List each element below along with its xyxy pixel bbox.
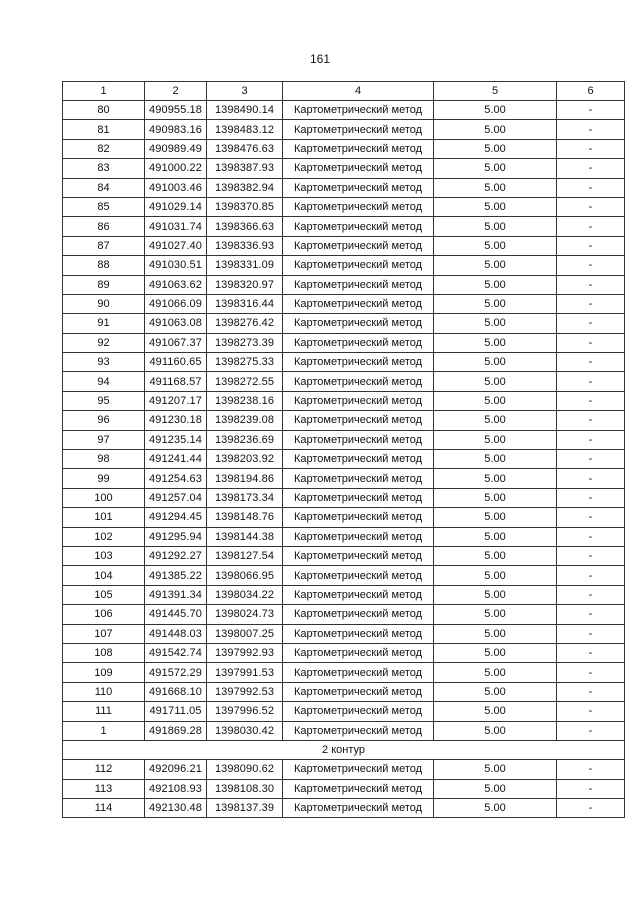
method-cell: Картометрический метод <box>283 139 434 158</box>
table-row <box>63 469 625 488</box>
y-coordinate-cell: 1397996.52 <box>207 702 283 721</box>
point-number-cell: 94 <box>63 372 145 391</box>
y-coordinate-cell: 1398273.39 <box>207 333 283 352</box>
table-row <box>63 430 625 449</box>
column-header-4: 4 <box>283 82 434 101</box>
point-number-cell: 103 <box>63 546 145 565</box>
y-coordinate-cell: 1397992.53 <box>207 682 283 701</box>
accuracy-cell: 5.00 <box>434 333 557 352</box>
accuracy-cell: 5.00 <box>434 508 557 527</box>
table-row <box>63 508 625 527</box>
note-cell: - <box>557 663 625 682</box>
point-number-cell: 98 <box>63 450 145 469</box>
x-coordinate-cell: 491029.14 <box>145 197 207 216</box>
column-header-6: 6 <box>557 82 625 101</box>
table-row <box>63 643 625 662</box>
x-coordinate-cell: 490955.18 <box>145 101 207 120</box>
point-number-cell: 1 <box>63 721 145 740</box>
accuracy-cell: 5.00 <box>434 566 557 585</box>
accuracy-cell: 5.00 <box>434 256 557 275</box>
table-row <box>63 682 625 701</box>
table-row <box>63 566 625 585</box>
section-row <box>63 740 625 759</box>
table-row <box>63 527 625 546</box>
point-number-cell: 97 <box>63 430 145 449</box>
table-row <box>63 605 625 624</box>
table-row <box>63 139 625 158</box>
table-row <box>63 450 625 469</box>
point-number-cell: 88 <box>63 256 145 275</box>
accuracy-cell: 5.00 <box>434 372 557 391</box>
point-number-cell: 96 <box>63 411 145 430</box>
point-number-cell: 105 <box>63 585 145 604</box>
point-number-cell: 89 <box>63 275 145 294</box>
coordinates-table <box>62 81 625 818</box>
x-coordinate-cell: 491391.34 <box>145 585 207 604</box>
y-coordinate-cell: 1398090.62 <box>207 760 283 779</box>
table-row <box>63 799 625 818</box>
method-cell: Картометрический метод <box>283 527 434 546</box>
note-cell: - <box>557 450 625 469</box>
x-coordinate-cell: 491207.17 <box>145 391 207 410</box>
accuracy-cell: 5.00 <box>434 391 557 410</box>
table-row <box>63 333 625 352</box>
point-number-cell: 109 <box>63 663 145 682</box>
note-cell: - <box>557 779 625 798</box>
method-cell: Картометрический метод <box>283 372 434 391</box>
y-coordinate-cell: 1398275.33 <box>207 353 283 372</box>
x-coordinate-cell: 491168.57 <box>145 372 207 391</box>
x-coordinate-cell: 490983.16 <box>145 120 207 139</box>
point-number-cell: 114 <box>63 799 145 818</box>
y-coordinate-cell: 1398173.34 <box>207 488 283 507</box>
point-number-cell: 85 <box>63 197 145 216</box>
table-row <box>63 217 625 236</box>
x-coordinate-cell: 491000.22 <box>145 159 207 178</box>
point-number-cell: 104 <box>63 566 145 585</box>
y-coordinate-cell: 1397991.53 <box>207 663 283 682</box>
method-cell: Картометрический метод <box>283 546 434 565</box>
table-row <box>63 314 625 333</box>
note-cell: - <box>557 469 625 488</box>
table-row <box>63 411 625 430</box>
y-coordinate-cell: 1398370.85 <box>207 197 283 216</box>
accuracy-cell: 5.00 <box>434 139 557 158</box>
section-label: 2 контур <box>63 740 625 759</box>
accuracy-cell: 5.00 <box>434 760 557 779</box>
x-coordinate-cell: 491066.09 <box>145 294 207 313</box>
method-cell: Картометрический метод <box>283 353 434 372</box>
table-row <box>63 353 625 372</box>
column-header-3: 3 <box>207 82 283 101</box>
x-coordinate-cell: 491241.44 <box>145 450 207 469</box>
table-row <box>63 178 625 197</box>
x-coordinate-cell: 491295.94 <box>145 527 207 546</box>
note-cell: - <box>557 508 625 527</box>
table-row <box>63 391 625 410</box>
table-row <box>63 760 625 779</box>
x-coordinate-cell: 491067.37 <box>145 333 207 352</box>
table-row <box>63 702 625 721</box>
note-cell: - <box>557 294 625 313</box>
y-coordinate-cell: 1398239.08 <box>207 411 283 430</box>
y-coordinate-cell: 1398476.63 <box>207 139 283 158</box>
column-header-1: 1 <box>63 82 145 101</box>
y-coordinate-cell: 1398127.54 <box>207 546 283 565</box>
accuracy-cell: 5.00 <box>434 236 557 255</box>
point-number-cell: 100 <box>63 488 145 507</box>
y-coordinate-cell: 1398066.95 <box>207 566 283 585</box>
method-cell: Картометрический метод <box>283 624 434 643</box>
method-cell: Картометрический метод <box>283 450 434 469</box>
note-cell: - <box>557 702 625 721</box>
method-cell: Картометрический метод <box>283 508 434 527</box>
method-cell: Картометрический метод <box>283 236 434 255</box>
y-coordinate-cell: 1398108.30 <box>207 779 283 798</box>
x-coordinate-cell: 491160.65 <box>145 353 207 372</box>
point-number-cell: 83 <box>63 159 145 178</box>
point-number-cell: 108 <box>63 643 145 662</box>
accuracy-cell: 5.00 <box>434 411 557 430</box>
method-cell: Картометрический метод <box>283 159 434 178</box>
y-coordinate-cell: 1398148.76 <box>207 508 283 527</box>
x-coordinate-cell: 492130.48 <box>145 799 207 818</box>
y-coordinate-cell: 1398490.14 <box>207 101 283 120</box>
y-coordinate-cell: 1398387.93 <box>207 159 283 178</box>
y-coordinate-cell: 1398024.73 <box>207 605 283 624</box>
note-cell: - <box>557 682 625 701</box>
y-coordinate-cell: 1397992.93 <box>207 643 283 662</box>
x-coordinate-cell: 492108.93 <box>145 779 207 798</box>
table-row <box>63 120 625 139</box>
x-coordinate-cell: 491542.74 <box>145 643 207 662</box>
accuracy-cell: 5.00 <box>434 450 557 469</box>
table-row <box>63 372 625 391</box>
note-cell: - <box>557 566 625 585</box>
accuracy-cell: 5.00 <box>434 643 557 662</box>
method-cell: Картометрический метод <box>283 605 434 624</box>
method-cell: Картометрический метод <box>283 721 434 740</box>
method-cell: Картометрический метод <box>283 294 434 313</box>
accuracy-cell: 5.00 <box>434 527 557 546</box>
table-row <box>63 256 625 275</box>
accuracy-cell: 5.00 <box>434 546 557 565</box>
point-number-cell: 80 <box>63 101 145 120</box>
x-coordinate-cell: 491003.46 <box>145 178 207 197</box>
table-row <box>63 159 625 178</box>
accuracy-cell: 5.00 <box>434 663 557 682</box>
method-cell: Картометрический метод <box>283 585 434 604</box>
x-coordinate-cell: 491063.08 <box>145 314 207 333</box>
note-cell: - <box>557 353 625 372</box>
table-row <box>63 236 625 255</box>
method-cell: Картометрический метод <box>283 391 434 410</box>
x-coordinate-cell: 491294.45 <box>145 508 207 527</box>
method-cell: Картометрический метод <box>283 760 434 779</box>
x-coordinate-cell: 491385.22 <box>145 566 207 585</box>
method-cell: Картометрический метод <box>283 566 434 585</box>
note-cell: - <box>557 391 625 410</box>
note-cell: - <box>557 411 625 430</box>
table-row <box>63 546 625 565</box>
method-cell: Картометрический метод <box>283 663 434 682</box>
method-cell: Картометрический метод <box>283 217 434 236</box>
point-number-cell: 90 <box>63 294 145 313</box>
accuracy-cell: 5.00 <box>434 682 557 701</box>
accuracy-cell: 5.00 <box>434 294 557 313</box>
note-cell: - <box>557 799 625 818</box>
table-row <box>63 779 625 798</box>
x-coordinate-cell: 491668.10 <box>145 682 207 701</box>
x-coordinate-cell: 491235.14 <box>145 430 207 449</box>
method-cell: Картометрический метод <box>283 799 434 818</box>
point-number-cell: 93 <box>63 353 145 372</box>
accuracy-cell: 5.00 <box>434 353 557 372</box>
point-number-cell: 82 <box>63 139 145 158</box>
point-number-cell: 81 <box>63 120 145 139</box>
note-cell: - <box>557 139 625 158</box>
point-number-cell: 84 <box>63 178 145 197</box>
table-row <box>63 721 625 740</box>
y-coordinate-cell: 1398007.25 <box>207 624 283 643</box>
note-cell: - <box>557 178 625 197</box>
method-cell: Картометрический метод <box>283 178 434 197</box>
accuracy-cell: 5.00 <box>434 624 557 643</box>
point-number-cell: 107 <box>63 624 145 643</box>
point-number-cell: 112 <box>63 760 145 779</box>
point-number-cell: 101 <box>63 508 145 527</box>
y-coordinate-cell: 1398236.69 <box>207 430 283 449</box>
accuracy-cell: 5.00 <box>434 120 557 139</box>
note-cell: - <box>557 643 625 662</box>
accuracy-cell: 5.00 <box>434 101 557 120</box>
method-cell: Картометрический метод <box>283 314 434 333</box>
method-cell: Картометрический метод <box>283 488 434 507</box>
point-number-cell: 99 <box>63 469 145 488</box>
column-header-5: 5 <box>434 82 557 101</box>
table-row <box>63 101 625 120</box>
page-number: 161 <box>309 52 331 66</box>
x-coordinate-cell: 491254.63 <box>145 469 207 488</box>
accuracy-cell: 5.00 <box>434 721 557 740</box>
table-row <box>63 197 625 216</box>
table-row <box>63 294 625 313</box>
method-cell: Картометрический метод <box>283 120 434 139</box>
point-number-cell: 91 <box>63 314 145 333</box>
x-coordinate-cell: 491711.05 <box>145 702 207 721</box>
table-header-row <box>63 82 625 101</box>
accuracy-cell: 5.00 <box>434 430 557 449</box>
accuracy-cell: 5.00 <box>434 178 557 197</box>
accuracy-cell: 5.00 <box>434 585 557 604</box>
method-cell: Картометрический метод <box>283 101 434 120</box>
table-row <box>63 275 625 294</box>
x-coordinate-cell: 491292.27 <box>145 546 207 565</box>
table-row <box>63 624 625 643</box>
table-row <box>63 663 625 682</box>
x-coordinate-cell: 491869.28 <box>145 721 207 740</box>
y-coordinate-cell: 1398203.92 <box>207 450 283 469</box>
y-coordinate-cell: 1398336.93 <box>207 236 283 255</box>
point-number-cell: 102 <box>63 527 145 546</box>
table-row <box>63 488 625 507</box>
note-cell: - <box>557 236 625 255</box>
note-cell: - <box>557 333 625 352</box>
method-cell: Картометрический метод <box>283 702 434 721</box>
y-coordinate-cell: 1398137.39 <box>207 799 283 818</box>
y-coordinate-cell: 1398276.42 <box>207 314 283 333</box>
y-coordinate-cell: 1398144.38 <box>207 527 283 546</box>
x-coordinate-cell: 491230.18 <box>145 411 207 430</box>
note-cell: - <box>557 546 625 565</box>
column-header-2: 2 <box>145 82 207 101</box>
note-cell: - <box>557 585 625 604</box>
accuracy-cell: 5.00 <box>434 159 557 178</box>
accuracy-cell: 5.00 <box>434 197 557 216</box>
x-coordinate-cell: 491445.70 <box>145 605 207 624</box>
point-number-cell: 113 <box>63 779 145 798</box>
y-coordinate-cell: 1398238.16 <box>207 391 283 410</box>
method-cell: Картометрический метод <box>283 411 434 430</box>
y-coordinate-cell: 1398030.42 <box>207 721 283 740</box>
note-cell: - <box>557 605 625 624</box>
note-cell: - <box>557 760 625 779</box>
point-number-cell: 95 <box>63 391 145 410</box>
note-cell: - <box>557 275 625 294</box>
method-cell: Картометрический метод <box>283 197 434 216</box>
accuracy-cell: 5.00 <box>434 275 557 294</box>
x-coordinate-cell: 491257.04 <box>145 488 207 507</box>
method-cell: Картометрический метод <box>283 256 434 275</box>
method-cell: Картометрический метод <box>283 469 434 488</box>
note-cell: - <box>557 256 625 275</box>
x-coordinate-cell: 491031.74 <box>145 217 207 236</box>
y-coordinate-cell: 1398194.86 <box>207 469 283 488</box>
accuracy-cell: 5.00 <box>434 488 557 507</box>
y-coordinate-cell: 1398320.97 <box>207 275 283 294</box>
accuracy-cell: 5.00 <box>434 779 557 798</box>
note-cell: - <box>557 527 625 546</box>
table-row <box>63 585 625 604</box>
note-cell: - <box>557 314 625 333</box>
accuracy-cell: 5.00 <box>434 217 557 236</box>
accuracy-cell: 5.00 <box>434 799 557 818</box>
point-number-cell: 87 <box>63 236 145 255</box>
x-coordinate-cell: 491063.62 <box>145 275 207 294</box>
note-cell: - <box>557 372 625 391</box>
y-coordinate-cell: 1398272.55 <box>207 372 283 391</box>
x-coordinate-cell: 491572.29 <box>145 663 207 682</box>
y-coordinate-cell: 1398316.44 <box>207 294 283 313</box>
note-cell: - <box>557 197 625 216</box>
point-number-cell: 106 <box>63 605 145 624</box>
y-coordinate-cell: 1398483.12 <box>207 120 283 139</box>
note-cell: - <box>557 488 625 507</box>
note-cell: - <box>557 217 625 236</box>
note-cell: - <box>557 101 625 120</box>
note-cell: - <box>557 430 625 449</box>
x-coordinate-cell: 492096.21 <box>145 760 207 779</box>
note-cell: - <box>557 120 625 139</box>
point-number-cell: 110 <box>63 682 145 701</box>
y-coordinate-cell: 1398366.63 <box>207 217 283 236</box>
note-cell: - <box>557 721 625 740</box>
accuracy-cell: 5.00 <box>434 605 557 624</box>
note-cell: - <box>557 624 625 643</box>
point-number-cell: 86 <box>63 217 145 236</box>
x-coordinate-cell: 490989.49 <box>145 139 207 158</box>
method-cell: Картометрический метод <box>283 333 434 352</box>
y-coordinate-cell: 1398382.94 <box>207 178 283 197</box>
method-cell: Картометрический метод <box>283 682 434 701</box>
y-coordinate-cell: 1398331.09 <box>207 256 283 275</box>
accuracy-cell: 5.00 <box>434 314 557 333</box>
accuracy-cell: 5.00 <box>434 469 557 488</box>
y-coordinate-cell: 1398034.22 <box>207 585 283 604</box>
x-coordinate-cell: 491030.51 <box>145 256 207 275</box>
note-cell: - <box>557 159 625 178</box>
x-coordinate-cell: 491027.40 <box>145 236 207 255</box>
method-cell: Картометрический метод <box>283 779 434 798</box>
method-cell: Картометрический метод <box>283 643 434 662</box>
point-number-cell: 111 <box>63 702 145 721</box>
x-coordinate-cell: 491448.03 <box>145 624 207 643</box>
accuracy-cell: 5.00 <box>434 702 557 721</box>
point-number-cell: 92 <box>63 333 145 352</box>
method-cell: Картометрический метод <box>283 430 434 449</box>
method-cell: Картометрический метод <box>283 275 434 294</box>
